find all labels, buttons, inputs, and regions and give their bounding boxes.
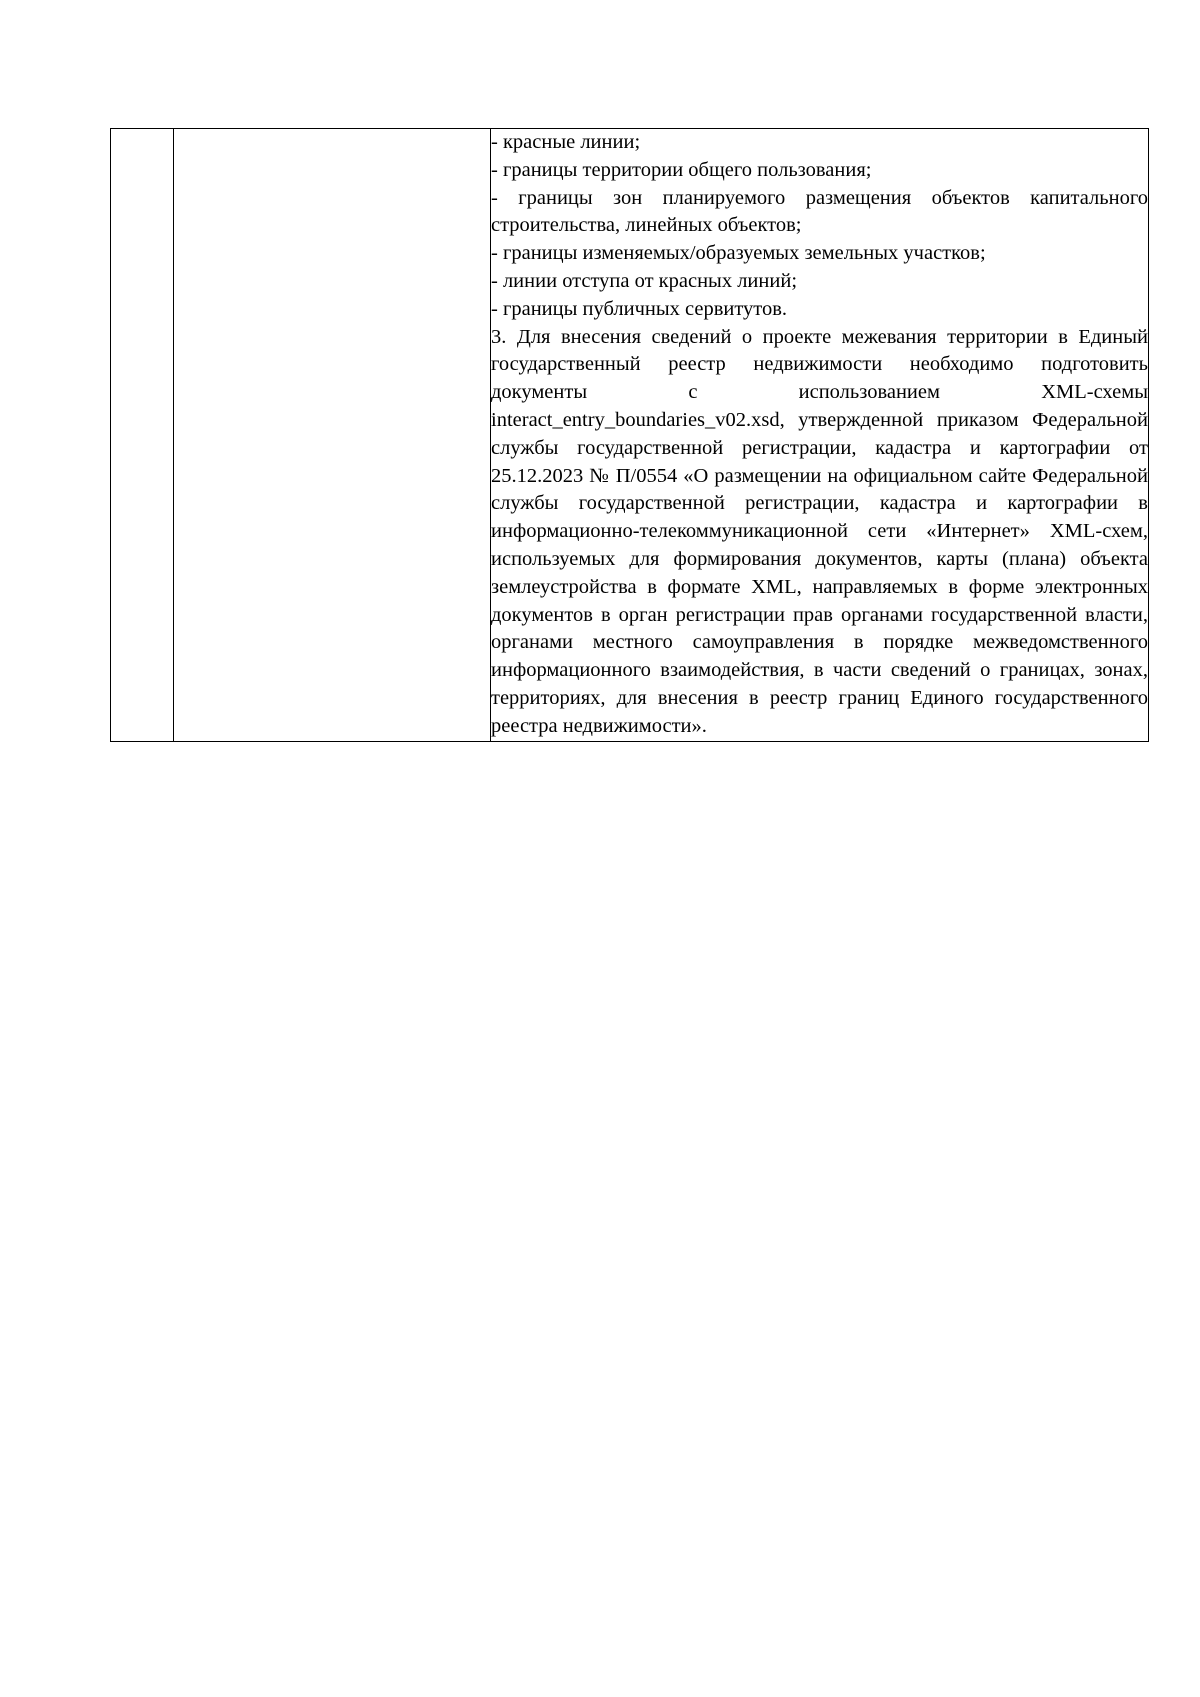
list-item: - границы публичных сервитутов.	[491, 297, 788, 320]
paragraph-item-3: 3. Для внесения сведений о проекте межевания территории в Единый государственный реестр недвижимости необходимо подготовить документы с использованием XML-схемы interact_entry_boundaries_v02.xsd, утвержденной приказом Федеральной службы государственной регистрации, кадастра и картографии от 25.12.2023 № П/0554 «О размещении на официальном сайте Федеральной службы государственной регистрации, кадастра и картографии в информационно-телекоммуникационной сети «Интернет» XML-схем, используемых для формирования документов, карты (плана) объекта землеустройства в формате XML, направляемых в форме электронных документов в орган регистрации прав органами государственной власти, органами местного самоуправления в порядке межведомственного информационного взаимодействия, в части сведений о границах, зонах, территориях, для внесения в реестр границ Единого государственного реестра недвижимости».	[491, 325, 1148, 737]
list-item: - красные линии;	[491, 131, 641, 153]
requirements-table	[110, 128, 1149, 742]
row-name-cell	[174, 129, 491, 742]
list-item: - границы территории общего пользования;	[491, 158, 872, 181]
row-text-cell	[491, 129, 1149, 742]
table-row	[111, 129, 1149, 742]
list-item: - границы зон планируемого размещения объектов капитального строительства, линейных объектов;	[491, 186, 1148, 237]
list-item: - линии отступа от красных линий;	[491, 269, 798, 292]
list-item: - границы изменяемых/образуемых земельных участков;	[491, 242, 986, 265]
row-number-cell	[111, 129, 174, 742]
